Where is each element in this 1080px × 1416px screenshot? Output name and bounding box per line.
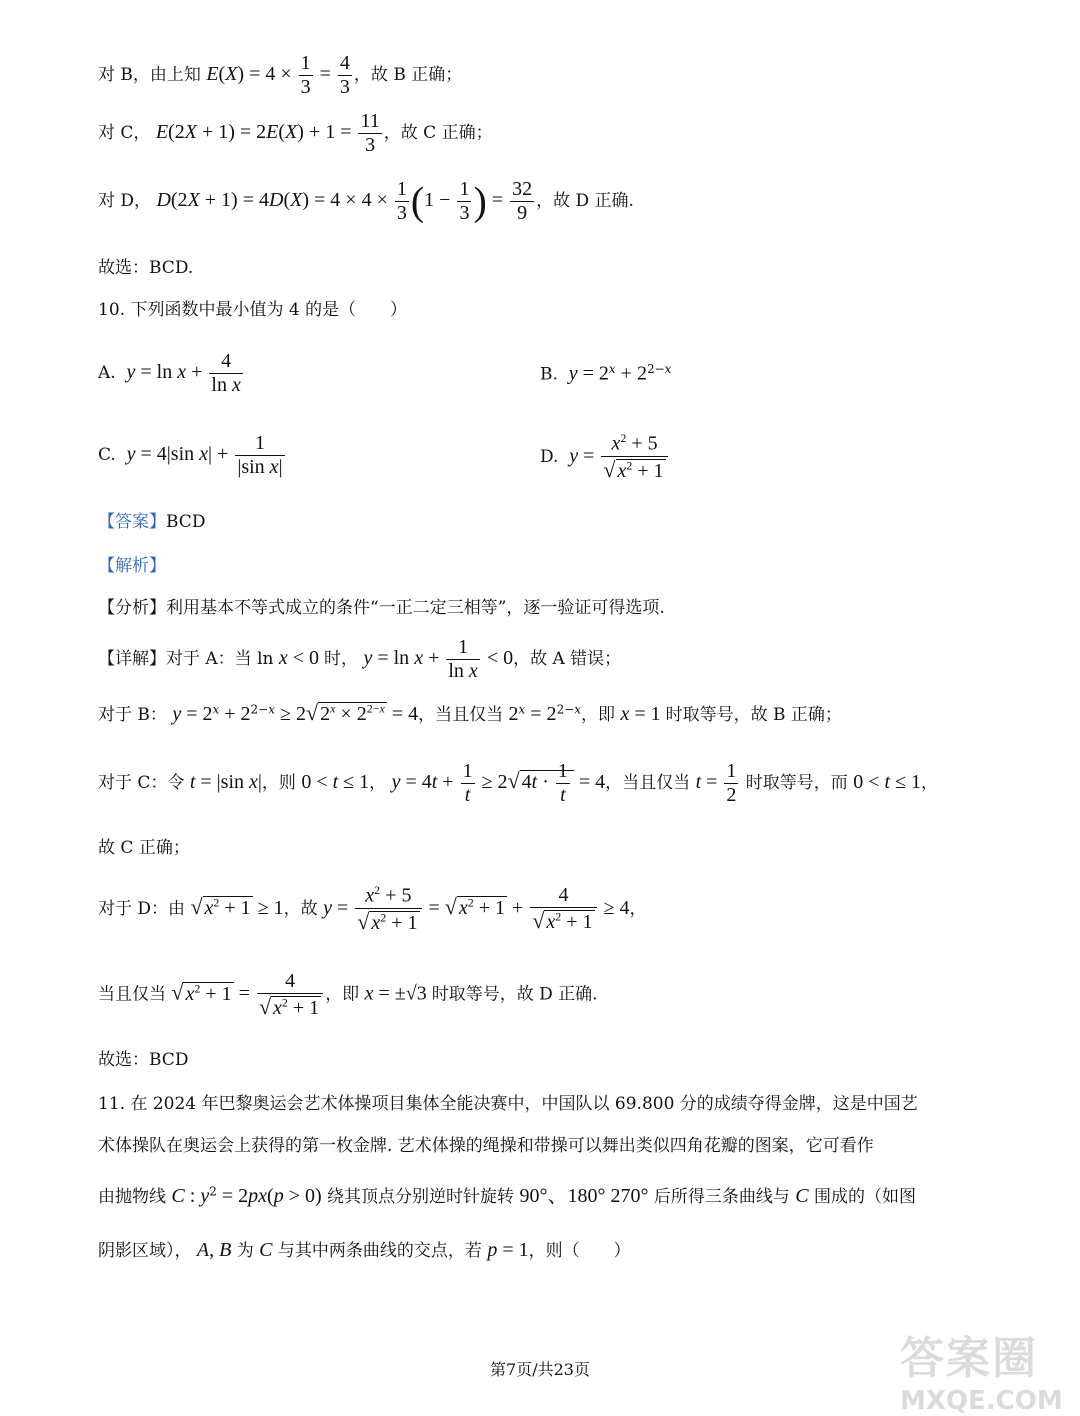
detail-d: 对于 D：由 √ $x^2 + 1 \ge 1$，故 y = $\frac{x^2 + 5}{√ x^2 + 1}$ = √ $x^2 + 1$ + $\frac{4}{√ x^2 + 1}$ ≥ 4， <box>98 883 647 934</box>
analysis-label: 【解析】 <box>98 556 166 576</box>
q10-option-b: B. $y = 2^x + 2^{2-x}$ <box>540 362 672 385</box>
question-11-line-2: 术体操队在奥运会上获得的第一枚金牌. 艺术体操的绳操和带操可以舞出类似四角花瓣的图案，它可看作 <box>98 1136 874 1156</box>
analysis-summary: 【分析】利用基本不等式成立的条件“一正二定三相等”，逐一验证可得选项. <box>98 598 665 618</box>
question-11-line-4: 阴影区域）， A, B 为 C 与其中两条曲线的交点，若 p = 1，则（ ） <box>98 1239 631 1261</box>
detail-c: 对于 C：令 t = |sin x|，则 0 < t ≤ 1， y = 4t + $\frac{1}{t}$ ≥ 2√ 4t · $\frac{1}{t}$ = 4，当且仅当 t = $\frac{1}{2}$ 时取等号，而 0 < t ≤ 1， <box>98 760 939 807</box>
detail-d-equality: 当且仅当 √ $x^2 + 1$ = $\frac{4}{√ x^2 + 1}$ ，即 x = ±√3 时取等号，故 D 正确. <box>98 970 598 1019</box>
detail-a: 【详解】对于 A：当 ln x < 0 时， y = ln x + $\frac{1}{\text{ln x}}$ < 0，故 A 错误； <box>98 636 622 682</box>
answer-label: 【答案】BCD <box>98 512 206 532</box>
page-footer: 第7页/共23页 <box>490 1360 590 1379</box>
question-11-line-1: 11. 在 2024 年巴黎奥运会艺术体操项目集体全能决赛中，中国队以 69.800 分的成绩夺得金牌，这是中国艺 <box>98 1094 918 1114</box>
solution-line-d: 对 D， D(2X + 1) = 4D(X) = 4 × 4 × $\frac{1}{3}$ (1 − $\frac{1}{3}$ ) = $\frac{32}{9}$ ，故 D 正确. <box>98 178 634 224</box>
watermark-url: MXQE.COM <box>900 1386 1063 1416</box>
watermark-logo <box>900 1322 1072 1416</box>
q10-option-d: D. y = $\frac{x^2 + 5}{√ x^2 + 1}$ <box>540 432 670 483</box>
detail-b: 对于 B： $y = 2^x + 2^{2-x} \ge 2√$ $2^x \times 2^{2-x} = 4$，当且仅当 $2^x = 2^{2-x}$，即 x = 1 时取等号，故 B 正确； <box>98 700 842 725</box>
answer-choice-line-2: 故选：BCD <box>98 1050 189 1070</box>
answer-choice-line: 故选：BCD. <box>98 258 194 278</box>
solution-line-b: 对 B，由上知 E(X) = 4 × $\frac{1}{3}$ = $\frac{4}{3}$ ，故 B 正确； <box>98 52 463 98</box>
question-10-stem: 10. 下列函数中最小值为 4 的是（ ） <box>98 300 408 320</box>
q10-option-a: A. y = ln x + $\frac{4}{\text{ln x}}$ <box>98 350 241 396</box>
watermark-text: 答案圈 <box>900 1333 1038 1384</box>
question-11-line-3: 由抛物线 C : $y^2 = 2px(p > 0)$ 绕其顶点分别逆时针旋转 90°、180° 270° 后所得三条曲线与 C 围成的（如图 <box>98 1184 917 1207</box>
solution-line-c: 对 C， E(2X + 1) = 2E(X) + 1 = $\frac{11}{3}$ ，故 C 正确； <box>98 110 493 156</box>
detail-c-conclusion: 故 C 正确； <box>98 838 190 858</box>
q10-option-c: C. y = 4|sin x| + $\frac{1}{\text{|sin x|}}$ <box>98 432 283 478</box>
